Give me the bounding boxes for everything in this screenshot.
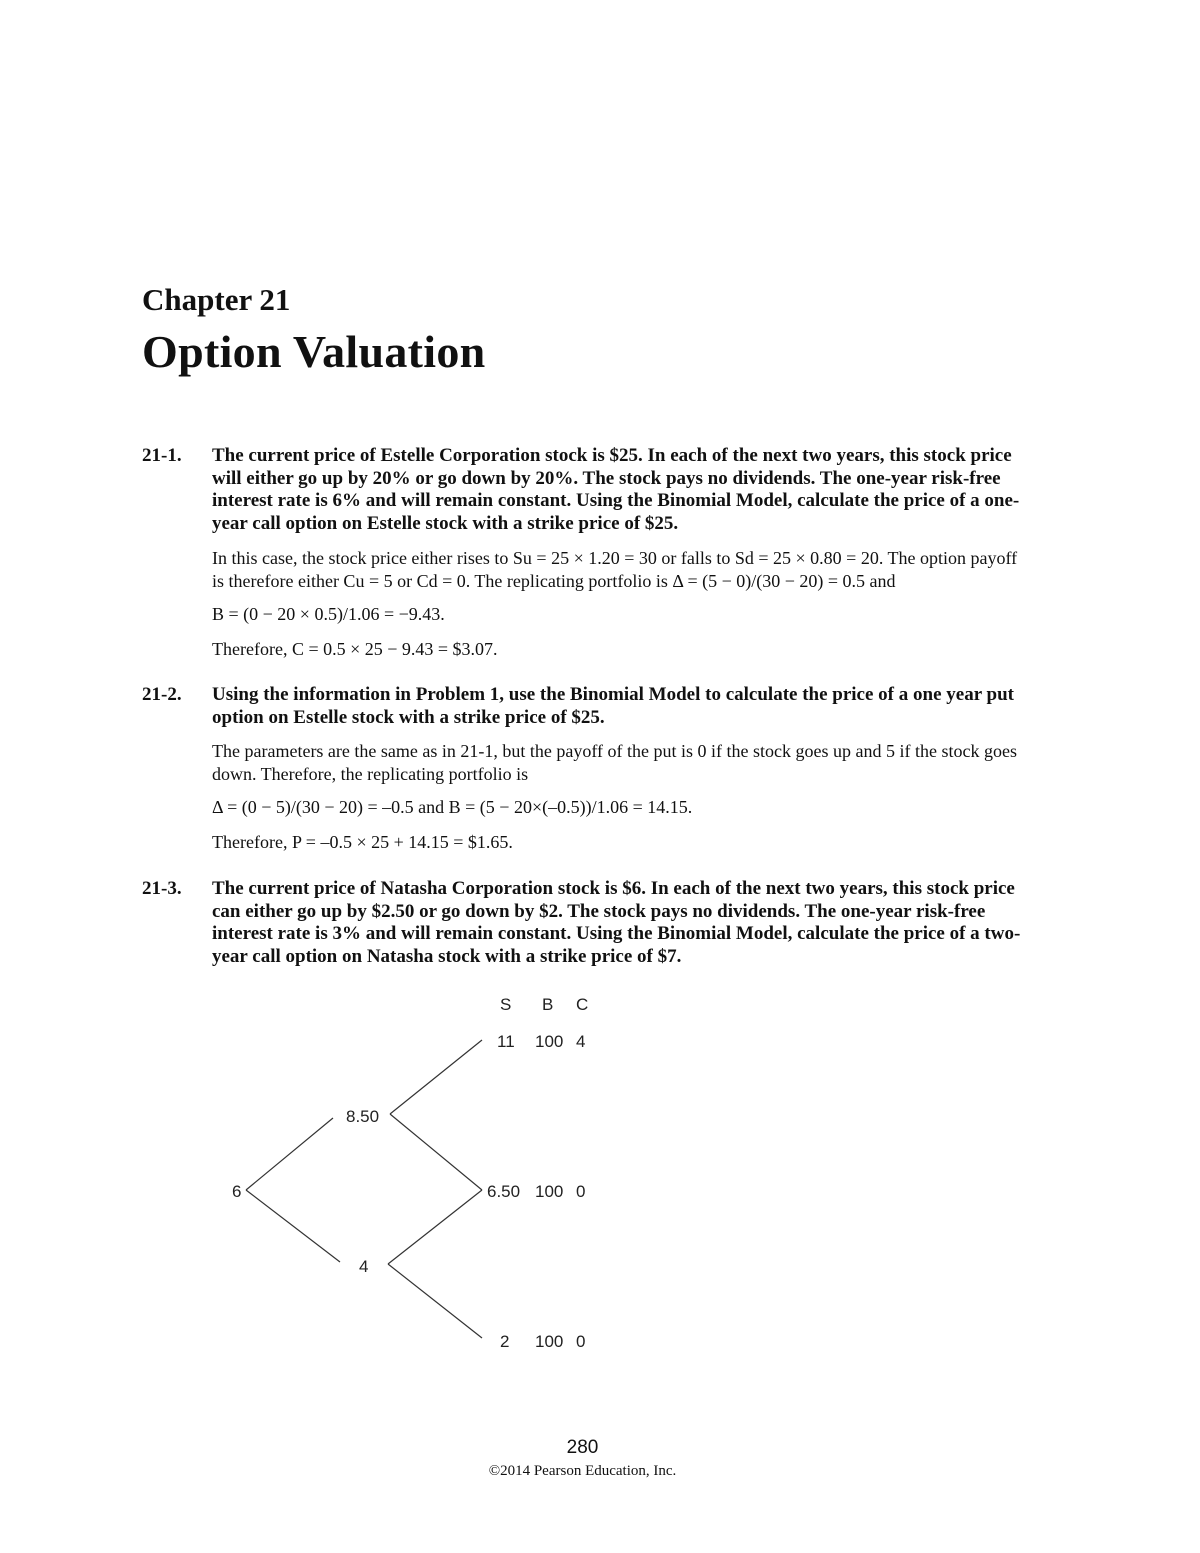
branch-line — [390, 1040, 482, 1114]
problem-question: The current price of Natasha Corporation stock is $6. In each of the next two years, this stock price can either go up by $2.50 or go down by $2. The stock pays no dividends. The one-year risk-free interest rate is 3% and will remain constant. Using the Binomial Model, calculate the price of a two-year call option on Natasha stock with a strike price of $7. — [212, 878, 1021, 967]
header-b: B — [542, 995, 554, 1014]
problem-question: Using the information in Problem 1, use the Binomial Model to calculate the price of a one year put option on Estelle stock with a strike price of $25. — [212, 684, 1014, 728]
answer-line: Therefore, C = 0.5 × 25 − 9.43 = $3.07. — [212, 639, 498, 659]
leaf-up-s: 11 — [497, 1032, 515, 1051]
copyright-notice: ©2014 Pearson Education, Inc. — [488, 1463, 677, 1479]
branch-line — [388, 1264, 482, 1338]
chapter-label: Chapter 21 — [142, 282, 291, 317]
answer-line: Therefore, P = –0.5 × 25 + 14.15 = $1.65. — [212, 832, 513, 852]
problem-number: 21-1. — [142, 445, 182, 466]
branch-line — [390, 1114, 482, 1190]
leaf-up-c: 4 — [576, 1032, 586, 1051]
chapter-title: Option Valuation — [142, 326, 486, 377]
node-root: 6 — [232, 1182, 242, 1201]
problem-number: 21-2. — [142, 684, 182, 705]
answer-line: Δ = (0 − 5)/(30 − 20) = –0.5 and B = (5 − 20×(–0.5))/1.06 = 14.15. — [212, 797, 693, 817]
leaf-down-s: 2 — [500, 1332, 510, 1351]
leaf-mid-c: 0 — [576, 1182, 586, 1201]
answer-line: B = (0 − 20 × 0.5)/1.06 = −9.43. — [212, 604, 445, 624]
leaf-up-b: 100 — [535, 1032, 564, 1051]
leaf-down-c: 0 — [576, 1332, 586, 1351]
header-c: C — [576, 995, 589, 1014]
branch-line — [388, 1190, 482, 1264]
answer-line: The parameters are the same as in 21-1, but the payoff of the put is 0 if the stock goes up and 5 if the stock goes down. Therefore, the replicating portfolio is — [212, 741, 1017, 784]
branch-line — [246, 1190, 340, 1262]
answer-line: In this case, the stock price either rises to Su = 25 × 1.20 = 30 or falls to Sd = 25 × 0.80 = 20. The option payoff is therefore either Cu = 5 or Cd = 0. The replicating portfolio is Δ = (5 − 0)/(30 − 20) = 0.5 and — [212, 548, 1018, 591]
leaf-down-b: 100 — [535, 1332, 564, 1351]
leaf-mid-s: 6.50 — [487, 1182, 521, 1201]
leaf-mid-b: 100 — [535, 1182, 564, 1201]
header-s: S — [500, 995, 512, 1014]
node-mid-down: 4 — [359, 1257, 369, 1276]
node-mid-up: 8.50 — [346, 1107, 380, 1126]
tree-branches — [246, 1040, 482, 1338]
problem-number: 21-3. — [142, 878, 182, 899]
branch-line — [246, 1118, 333, 1190]
problem-question: The current price of Estelle Corporation stock is $25. In each of the next two years, this stock price will either go up by 20% or go down by 20%. The stock pays no dividends. The one-year risk-free interest rate is 6% and will remain constant. Using the Binomial Model, calculate the price of a one-year call option on Estelle stock with a strike price of $25. — [212, 445, 1020, 534]
page-number: 280 — [566, 1437, 599, 1458]
